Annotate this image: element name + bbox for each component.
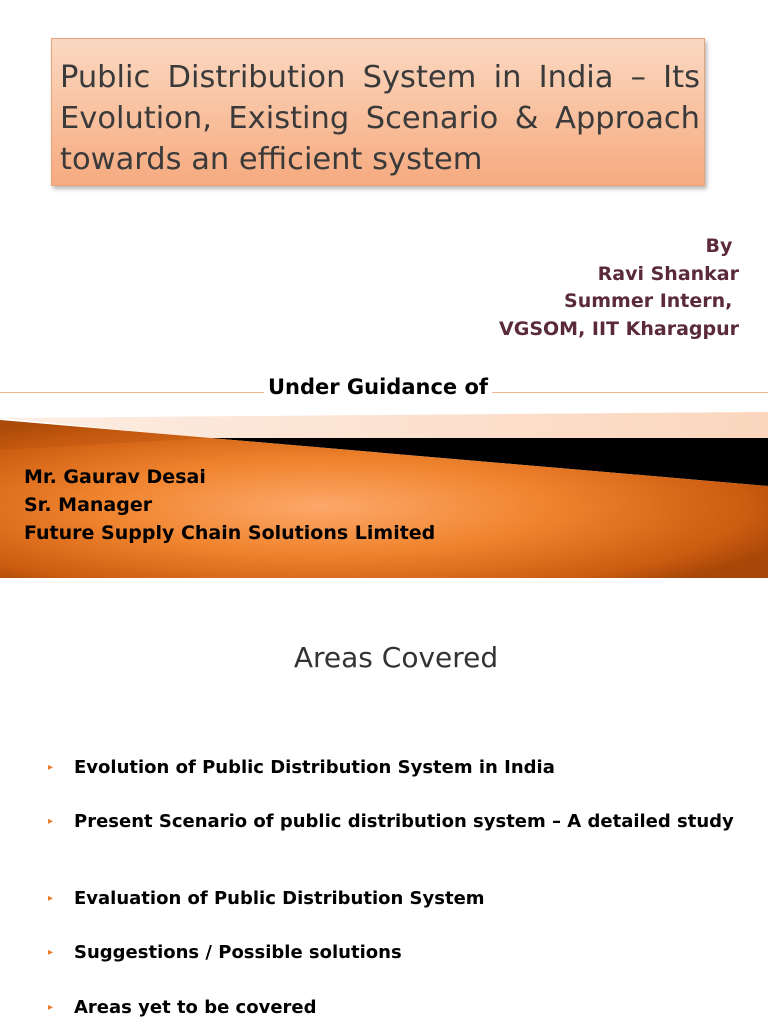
areas-heading: Areas Covered <box>293 641 499 674</box>
author-byline <box>319 233 739 343</box>
list-item <box>48 810 738 833</box>
list-item-text: Evaluation of Public Distribution System <box>74 888 485 909</box>
byline-name: Ravi Shankar <box>597 262 739 285</box>
byline-role: Summer Intern, <box>564 290 739 312</box>
arrow-bullet-icon: ▸ <box>48 762 54 773</box>
guide-company: Future Supply Chain Solutions Limited <box>24 522 436 544</box>
guidance-heading <box>0 372 768 402</box>
guidance-heading-text: Under Guidance of <box>264 375 492 399</box>
byline-institute: VGSOM, IIT Kharagpur <box>499 317 739 340</box>
arrow-bullet-icon: ▸ <box>48 1002 54 1013</box>
guide-details <box>24 463 435 547</box>
arrow-bullet-icon: ▸ <box>48 893 54 904</box>
guide-title: Sr. Manager <box>24 494 153 516</box>
list-item <box>48 887 738 910</box>
title-box <box>51 38 705 186</box>
list-item-text: Areas yet to be covered <box>74 997 317 1018</box>
list-item-text: Suggestions / Possible solutions <box>74 942 402 963</box>
slide-title: Public Distribution System in India – Its Evolution, Existing Scenario & Approach towards an efficient system <box>60 60 700 177</box>
list-item <box>48 941 738 964</box>
list-item <box>48 756 738 779</box>
arrow-bullet-icon: ▸ <box>48 816 54 827</box>
list-item <box>48 996 738 1019</box>
list-item-text: Evolution of Public Distribution System in India <box>74 757 555 778</box>
areas-slide <box>0 578 768 1024</box>
list-item-text: Present Scenario of public distribution system – A detailed study <box>74 811 734 832</box>
byline-by: By <box>705 235 739 257</box>
arrow-bullet-icon: ▸ <box>48 947 54 958</box>
guide-name: Mr. Gaurav Desai <box>24 466 206 488</box>
